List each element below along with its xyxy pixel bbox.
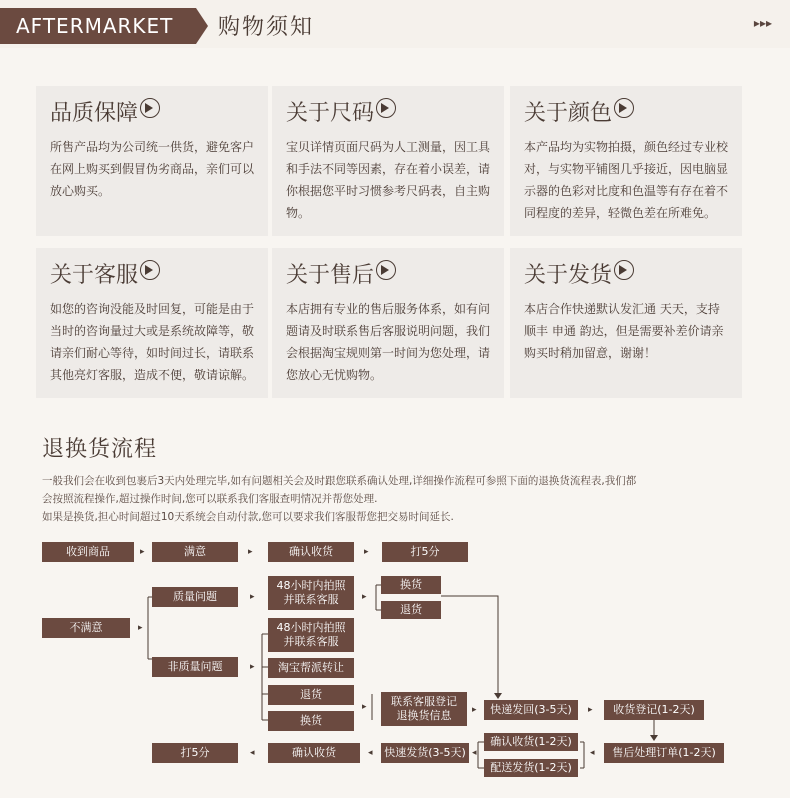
arrow-right-icon: ▸ — [140, 547, 145, 557]
arrow-right-icon: ▸ — [248, 547, 253, 557]
box-line: 48小时内拍照 — [276, 579, 346, 592]
arrow-right-icon: ▸ — [362, 592, 367, 602]
box-line: 48小时内拍照 — [276, 621, 346, 634]
exchange-box: 换货 — [381, 576, 441, 594]
return-box: 退货 — [381, 601, 441, 619]
express-return-box: 快递发回(3-5天) — [484, 700, 578, 720]
card-body: 本店合作快递默认发汇通 天天，支持顺丰 申通 韵达，但是需要补差价请亲购买时稍加留意，谢谢！ — [524, 302, 724, 360]
arrow-left-icon: ◂ — [590, 748, 595, 758]
arrow-right-icon: ▸ — [362, 702, 367, 712]
card-title: 关于客服 — [50, 260, 256, 292]
contact-register-box — [381, 692, 467, 726]
card-body: 本产品均为实物拍摄，颜色经过专业校对，与实物平铺图几乎接近，因电脑显示器的色彩对比度和色温等有存在着不同程度的差异，轻微色差在所难免。 — [524, 140, 729, 220]
box-line: 并联系客服 — [283, 593, 339, 606]
card-body: 宝贝详情页面尺码为人工测量，因工具和手法不同等因素，存在着小误差，请你根据您平时习惯参考尺码表，自主购物。 — [286, 140, 491, 220]
return-box: 退货 — [268, 685, 354, 705]
confirm-receipt-box: 确认收货(1-2天) — [484, 733, 578, 751]
process-title: 退换货流程 — [42, 437, 158, 462]
arrow-left-icon: ◂ — [250, 748, 255, 758]
card-title: 关于尺码 — [286, 98, 492, 130]
photo-contact-box — [268, 618, 354, 652]
exchange-box: 换货 — [268, 711, 354, 731]
photo-contact-box — [268, 576, 354, 610]
express-ship-box: 快速发货(3-5天) — [381, 743, 469, 763]
desc-line: 一般我们会在收到包裹后3天内处理完毕,如有问题相关会及时跟您联系确认处理,详细操作流程可参照下面的退换货流程表,我们都 — [42, 475, 637, 487]
arrow-right-icon: ▸ — [250, 592, 255, 602]
box-line: 联系客服登记 — [391, 695, 457, 708]
box-line: 退换货信息 — [396, 709, 452, 722]
arrow-left-icon: ◂ — [368, 748, 373, 758]
rate-five-box: 打5分 — [152, 743, 238, 763]
received-box: 收到商品 — [42, 542, 134, 562]
arrow-right-icon: ▸ — [138, 623, 143, 633]
card-body: 所售产品均为公司统一供货，避免客户在网上购买到假冒伪劣商品，亲们可以放心购买。 — [50, 140, 255, 198]
arrow-right-icon: ▸ — [472, 705, 477, 715]
receipt-register-box: 收货登记(1-2天) — [604, 700, 704, 720]
unsatisfied-box: 不满意 — [42, 618, 130, 638]
confirm-receipt-box: 确认收货 — [268, 743, 360, 763]
card-title: 关于发货 — [524, 260, 730, 292]
delivery-ship-box: 配送发货(1-2天) — [484, 759, 578, 777]
brand-label: AFTERMARKET — [0, 8, 196, 44]
taobao-assign-box: 淘宝帮派转让 — [268, 658, 354, 678]
card-body: 如您的咨询没能及时回复，可能是由于当时的咨询量过大或是系统故障等，敬请亲们耐心等待，如时间过长，请联系其他亮灯客服，造成不便，敬请谅解。 — [50, 302, 255, 382]
desc-line: 如果是换货,担心时间超过10天系统会自动付款,您可以要求我们客服帮您把交易时间延长. — [42, 511, 454, 523]
more-arrows-icon[interactable]: ▸▸▸ — [753, 16, 772, 30]
arrow-left-icon: ◂ — [472, 748, 477, 758]
rate-five-box: 打5分 — [382, 542, 468, 562]
confirm-receipt-box: 确认收货 — [268, 542, 354, 562]
non-quality-issue-box: 非质量问题 — [152, 657, 238, 677]
card-title: 品质保障 — [50, 98, 256, 130]
satisfied-box: 满意 — [152, 542, 238, 562]
card-title: 关于售后 — [286, 260, 492, 292]
arrow-right-icon: ▸ — [250, 662, 255, 672]
after-sale-order-box: 售后处理订单(1-2天) — [604, 743, 724, 763]
card-body: 本店拥有专业的售后服务体系，如有问题请及时联系售后客服说明问题，我们会根据淘宝规则第一时间为您处理，请您放心无忧购物。 — [286, 302, 491, 382]
page-title: 购物须知 — [218, 15, 315, 40]
quality-issue-box: 质量问题 — [152, 587, 238, 607]
card-title: 关于颜色 — [524, 98, 730, 130]
desc-line: 会按照流程操作,超过操作时间,您可以联系我们客服查明情况并帮您处理. — [42, 493, 378, 505]
arrow-right-icon: ▸ — [364, 547, 369, 557]
arrow-right-icon: ▸ — [588, 705, 593, 715]
box-line: 并联系客服 — [283, 635, 339, 648]
